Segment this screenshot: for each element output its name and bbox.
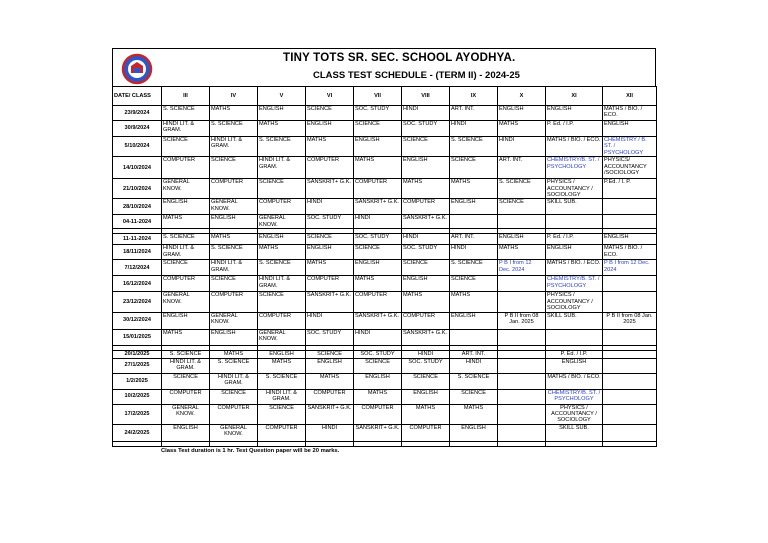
schedule-row	[113, 424, 657, 441]
date-cell: 24/2/2025	[113, 424, 162, 441]
class-header: III	[162, 87, 210, 106]
subject-cell: GENERAL KNOW.	[162, 179, 210, 199]
subject-cell	[498, 276, 546, 292]
subject-cell: SCIENCE	[162, 137, 210, 157]
subject-cell: ENGLISH	[402, 157, 450, 179]
subject-cell: SOC. STUDY	[402, 358, 450, 373]
subject-cell: P.Ed. / I. P.	[603, 179, 657, 199]
gap-cell	[306, 441, 354, 446]
subject-cell: COMPUTER	[306, 157, 354, 179]
schedule-row	[113, 292, 657, 312]
class-header: V	[258, 87, 306, 106]
subject-cell: S. SCIENCE	[450, 260, 498, 276]
schedule-row	[113, 358, 657, 373]
gap-cell	[450, 441, 498, 446]
schedule-row	[113, 312, 657, 329]
gap-cell	[546, 441, 603, 446]
subject-cell: SOC. STUDY	[402, 121, 450, 137]
date-cell: 10/2/2025	[113, 389, 162, 404]
class-header: VII	[354, 87, 402, 106]
schedule-row	[113, 373, 657, 389]
subject-cell: SANSKRIT+ G.K.	[402, 215, 450, 229]
subject-cell: MATHS	[258, 121, 306, 137]
subject-cell	[498, 373, 546, 389]
subject-cell: MATHS	[354, 389, 402, 404]
subject-cell: P. Ed. / I.P.	[546, 121, 603, 137]
subject-cell: S. SCIENCE	[210, 358, 258, 373]
class-header: VIII	[402, 87, 450, 106]
gap-cell	[354, 441, 402, 446]
subject-cell: MATHS	[402, 404, 450, 424]
subject-cell: MATHS	[450, 292, 498, 312]
schedule-row	[113, 121, 657, 137]
subject-cell: SCIENCE	[498, 199, 546, 215]
date-cell: 15/01/2025	[113, 329, 162, 345]
class-header: VI	[306, 87, 354, 106]
subject-cell: HINDI LIT. & GRAM.	[258, 157, 306, 179]
subject-cell: P B II from 08 Jan. 2025	[603, 312, 657, 329]
subject-cell: MATHS	[498, 121, 546, 137]
subject-cell: GENERAL KNOW.	[162, 404, 210, 424]
subject-cell: CHEMISTRY/B. ST. / PSYCHOLOGY	[546, 157, 603, 179]
schedule-row	[113, 276, 657, 292]
subject-cell: ART. INT.	[450, 350, 498, 358]
subject-cell: MATHS	[450, 179, 498, 199]
subject-cell: SANSKRIT+ G.K.	[306, 292, 354, 312]
subject-cell: HINDI LIT. & GRAM.	[210, 373, 258, 389]
subject-cell: SANSKRIT+ G.K.	[402, 329, 450, 345]
subject-cell	[603, 389, 657, 404]
schedule-row	[113, 215, 657, 229]
subject-cell: SCIENCE	[306, 106, 354, 121]
schedule-row	[113, 106, 657, 121]
subject-cell: GENERAL KNOW.	[258, 215, 306, 229]
subject-cell	[603, 350, 657, 358]
subject-cell	[498, 329, 546, 345]
date-cell: 7/12/2024	[113, 260, 162, 276]
subject-cell: CHEMISTRY/B. ST. / PSYCHOLOGY	[546, 389, 603, 404]
subject-cell: P. Ed. / I.P.	[546, 234, 603, 245]
date-cell: 11-11-2024	[113, 234, 162, 245]
subject-cell: ENGLISH	[603, 121, 657, 137]
date-cell: 16/12/2024	[113, 276, 162, 292]
subject-cell: SCIENCE	[402, 373, 450, 389]
subject-cell: HINDI LIT. & GRAM.	[162, 358, 210, 373]
schedule-row	[113, 245, 657, 260]
schedule-row	[113, 389, 657, 404]
subject-cell: HINDI	[450, 121, 498, 137]
subject-cell: HINDI LIT. & GRAM.	[258, 276, 306, 292]
subject-cell: MATHS	[354, 157, 402, 179]
subject-cell: ENGLISH	[258, 234, 306, 245]
date-cell: 28/10/2024	[113, 199, 162, 215]
subject-cell: GENERAL KNOW.	[210, 312, 258, 329]
subject-cell: ENGLISH	[450, 199, 498, 215]
schedule-row	[113, 260, 657, 276]
subject-cell: ENGLISH	[546, 245, 603, 260]
subject-cell: ENGLISH	[546, 358, 603, 373]
subject-cell: HINDI	[450, 358, 498, 373]
gap-cell	[113, 441, 162, 446]
subject-cell: CHEMISTRY / B. ST. / PSYCHOLOGY	[603, 137, 657, 157]
subject-cell: SANSKRIT+ G.K.	[306, 404, 354, 424]
school-logo-icon	[119, 53, 155, 85]
schedule-row	[113, 179, 657, 199]
subject-cell	[450, 329, 498, 345]
subject-cell: SKILL SUB.	[546, 312, 603, 329]
subject-cell: HINDI LIT. & GRAM.	[210, 137, 258, 157]
gap-cell	[498, 441, 546, 446]
subject-cell: S. SCIENCE	[210, 245, 258, 260]
subject-cell	[498, 404, 546, 424]
gap-cell	[162, 441, 210, 446]
subject-cell: S. SCIENCE	[258, 373, 306, 389]
schedule-row	[113, 199, 657, 215]
date-cell: 23/9/2024	[113, 106, 162, 121]
subject-cell	[603, 329, 657, 345]
subject-cell: MATHS	[258, 358, 306, 373]
subject-cell: S. SCIENCE	[258, 260, 306, 276]
subject-cell: HINDI	[306, 424, 354, 441]
date-cell: 30/12/2024	[113, 312, 162, 329]
subject-cell: GENERAL KNOW.	[258, 329, 306, 345]
subject-cell	[546, 215, 603, 229]
subject-cell: SANSKRIT+ G.K.	[354, 424, 402, 441]
subject-cell: COMPUTER	[402, 424, 450, 441]
subject-cell: HINDI LIT. & GRAM.	[210, 260, 258, 276]
schedule-row	[113, 350, 657, 358]
subject-cell: SCIENCE	[354, 245, 402, 260]
subject-cell: ART. INT.	[450, 106, 498, 121]
subject-cell: PHYSICS / ACCOUNTANCY / SOCIOLOGY	[546, 292, 603, 312]
block-gap	[113, 441, 657, 446]
subject-cell: MATHS / BIO. / ECO.	[546, 137, 603, 157]
subject-cell: MATHS	[258, 245, 306, 260]
subject-cell: GENERAL KNOW.	[210, 424, 258, 441]
subject-cell: COMPUTER	[258, 199, 306, 215]
subject-cell: MATHS	[354, 276, 402, 292]
subject-cell: SCIENCE	[210, 157, 258, 179]
subject-cell: ENGLISH	[450, 424, 498, 441]
subject-cell: P B II from 08 Jan. 2025	[498, 312, 546, 329]
class-header: XI	[546, 87, 603, 106]
date-cell: 14/10/2024	[113, 157, 162, 179]
subject-cell: SCIENCE	[402, 260, 450, 276]
subject-cell: COMPUTER	[354, 179, 402, 199]
subject-cell: SCIENCE	[450, 157, 498, 179]
subject-cell: HINDI	[306, 312, 354, 329]
subject-cell: ENGLISH	[306, 121, 354, 137]
subject-cell: ART. INT.	[498, 157, 546, 179]
subject-cell: SCIENCE	[210, 389, 258, 404]
subject-cell: COMPUTER	[210, 404, 258, 424]
subject-cell: MATHS	[162, 329, 210, 345]
subject-cell	[546, 329, 603, 345]
subject-cell: COMPUTER	[306, 389, 354, 404]
subject-cell: COMPUTER	[354, 292, 402, 312]
date-cell: 23/12/2024	[113, 292, 162, 312]
subject-cell: GENERAL KNOW.	[210, 199, 258, 215]
subject-cell: ENGLISH	[603, 234, 657, 245]
date-cell: 30/9/2024	[113, 121, 162, 137]
subject-cell: HINDI	[402, 350, 450, 358]
subject-cell: SANSKRIT+ G.K.	[306, 179, 354, 199]
date-cell: 5/10/2024	[113, 137, 162, 157]
subject-cell	[498, 215, 546, 229]
subject-cell: SCIENCE	[306, 350, 354, 358]
subject-cell: MATHS	[450, 404, 498, 424]
subject-cell: ENGLISH	[258, 106, 306, 121]
subject-cell: HINDI	[450, 245, 498, 260]
schedule-sheet	[112, 48, 656, 454]
schedule-table	[112, 86, 657, 447]
schedule-title: CLASS TEST SCHEDULE - (TERM II) - 2024-25	[313, 70, 520, 81]
subject-cell: P B I from 12 Dec. 2024	[498, 260, 546, 276]
subject-cell: MATHS	[162, 215, 210, 229]
subject-cell	[603, 404, 657, 424]
subject-cell: SCIENCE	[162, 260, 210, 276]
subject-cell: SOC. STUDY	[354, 234, 402, 245]
subject-cell: SOC. STUDY	[306, 215, 354, 229]
subject-cell: SCIENCE	[162, 373, 210, 389]
subject-cell: ENGLISH	[354, 373, 402, 389]
corner-label: DATE/ CLASS	[113, 87, 162, 106]
subject-cell: GENERAL KNOW.	[162, 292, 210, 312]
subject-cell: ENGLISH	[402, 389, 450, 404]
subject-cell	[498, 389, 546, 404]
class-header: XII	[603, 87, 657, 106]
subject-cell: ENGLISH	[354, 137, 402, 157]
subject-cell: ENGLISH	[450, 312, 498, 329]
schedule-row	[113, 234, 657, 245]
schedule-row	[113, 137, 657, 157]
subject-cell: COMPUTER	[210, 179, 258, 199]
subject-cell: MATHS	[498, 245, 546, 260]
schedule-row	[113, 157, 657, 179]
subject-cell	[498, 424, 546, 441]
subject-cell	[450, 215, 498, 229]
subject-cell: P. Ed. / I.P.	[546, 350, 603, 358]
subject-cell: MATHS / BIO. / ECO.	[603, 106, 657, 121]
subject-cell: MATHS / BIO. / ECO.	[546, 373, 603, 389]
subject-cell: MATHS	[210, 106, 258, 121]
date-cell: 18/11/2024	[113, 245, 162, 260]
subject-cell: ENGLISH	[306, 245, 354, 260]
school-name: TINY TOTS SR. SEC. SCHOOL AYODHYA.	[283, 52, 516, 64]
date-cell: 21/10/2024	[113, 179, 162, 199]
subject-cell: PHYSICS / ACCOUNTANCY / SOCIOLOGY	[546, 404, 603, 424]
subject-cell: S. SCIENCE	[162, 106, 210, 121]
subject-cell: SKILL SUB.	[546, 424, 603, 441]
gap-cell	[210, 441, 258, 446]
subject-cell: MATHS	[210, 234, 258, 245]
subject-cell: ENGLISH	[210, 215, 258, 229]
subject-cell: COMPUTER	[210, 292, 258, 312]
subject-cell: CHEMISTRY/B. ST. / PSYCHOLOGY	[546, 276, 603, 292]
class-header: X	[498, 87, 546, 106]
subject-cell: ART. INT.	[450, 234, 498, 245]
date-cell: 1/2/2025	[113, 373, 162, 389]
schedule-row	[113, 404, 657, 424]
subject-cell: MATHS	[306, 137, 354, 157]
subject-cell: HINDI	[402, 106, 450, 121]
subject-cell: S. SCIENCE	[498, 179, 546, 199]
date-cell: 04-11-2024	[113, 215, 162, 229]
subject-cell	[498, 292, 546, 312]
subject-cell: SCIENCE	[450, 389, 498, 404]
subject-cell: SCIENCE	[354, 121, 402, 137]
subject-cell: ENGLISH	[498, 106, 546, 121]
subject-cell	[603, 215, 657, 229]
subject-cell: COMPUTER	[162, 276, 210, 292]
subject-cell: COMPUTER	[258, 424, 306, 441]
subject-cell: MATHS	[402, 292, 450, 312]
subject-cell	[603, 358, 657, 373]
date-cell: 17/2/2025	[113, 404, 162, 424]
subject-cell: HINDI	[354, 329, 402, 345]
subject-cell: SCIENCE	[402, 137, 450, 157]
subject-cell: SOC. STUDY	[402, 245, 450, 260]
subject-cell: COMPUTER	[354, 404, 402, 424]
subject-cell: MATHS	[210, 350, 258, 358]
subject-cell: ENGLISH	[306, 358, 354, 373]
header-row	[113, 87, 657, 106]
subject-cell: S. SCIENCE	[450, 137, 498, 157]
class-header: IX	[450, 87, 498, 106]
subject-cell: MATHS	[306, 373, 354, 389]
subject-cell: SCIENCE	[450, 276, 498, 292]
subject-cell: ENGLISH	[258, 350, 306, 358]
subject-cell: ENGLISH	[162, 199, 210, 215]
subject-cell: COMPUTER	[402, 199, 450, 215]
subject-cell: SOC. STUDY	[354, 106, 402, 121]
subject-cell: HINDI	[354, 215, 402, 229]
subject-cell	[603, 292, 657, 312]
schedule-row	[113, 329, 657, 345]
subject-cell: ENGLISH	[498, 234, 546, 245]
class-header: IV	[210, 87, 258, 106]
subject-cell: SOC. STUDY	[354, 350, 402, 358]
subject-cell: ENGLISH	[402, 276, 450, 292]
subject-cell: P B I from 12 Dec. 2024	[603, 260, 657, 276]
subject-cell: SKILL SUB.	[546, 199, 603, 215]
subject-cell: HINDI	[402, 234, 450, 245]
subject-cell	[603, 276, 657, 292]
subject-cell: MATHS	[306, 260, 354, 276]
subject-cell: COMPUTER	[402, 312, 450, 329]
subject-cell: HINDI	[498, 137, 546, 157]
subject-cell: PHYSICS/ ACCOUNTANCY /SOCIOLOGY	[603, 157, 657, 179]
subject-cell: ENGLISH	[354, 260, 402, 276]
gap-cell	[258, 441, 306, 446]
subject-cell: MATHS / BIO. / ECO.	[603, 245, 657, 260]
subject-cell: MATHS / BIO. / ECO.	[546, 260, 603, 276]
subject-cell	[603, 199, 657, 215]
subject-cell: ENGLISH	[162, 312, 210, 329]
subject-cell	[498, 358, 546, 373]
subject-cell: SCIENCE	[258, 404, 306, 424]
subject-cell: SANSKRIT+ G.K.	[354, 199, 402, 215]
footer-note: Class Test duration is 1 hr. Test Question paper will be 20 marks.	[161, 447, 340, 454]
subject-cell: COMPUTER	[258, 312, 306, 329]
subject-cell: COMPUTER	[162, 389, 210, 404]
subject-cell: S. SCIENCE	[162, 350, 210, 358]
subject-cell: S. SCIENCE	[450, 373, 498, 389]
subject-cell: SCIENCE	[306, 234, 354, 245]
subject-cell: PHYSICS / ACCOUNTANCY / SOCIOLOGY	[546, 179, 603, 199]
subject-cell	[498, 350, 546, 358]
subject-cell: HINDI LIT. & GRAM.	[258, 389, 306, 404]
date-cell: 20/1/2025	[113, 350, 162, 358]
subject-cell: COMPUTER	[162, 157, 210, 179]
subject-cell	[603, 424, 657, 441]
gap-cell	[402, 441, 450, 446]
subject-cell: MATHS	[402, 179, 450, 199]
subject-cell: COMPUTER	[306, 276, 354, 292]
schedule-header	[112, 48, 656, 86]
subject-cell: ENGLISH	[546, 106, 603, 121]
subject-cell: SCIENCE	[258, 292, 306, 312]
subject-cell: HINDI	[306, 199, 354, 215]
subject-cell: SCIENCE	[354, 358, 402, 373]
subject-cell: S. SCIENCE	[162, 234, 210, 245]
subject-cell: SCIENCE	[258, 179, 306, 199]
gap-cell	[603, 441, 657, 446]
subject-cell: SOC. STUDY	[306, 329, 354, 345]
subject-cell: SANSKRIT+ G.K.	[354, 312, 402, 329]
date-cell: 27/1/2025	[113, 358, 162, 373]
subject-cell: ENGLISH	[162, 424, 210, 441]
subject-cell: S. SCIENCE	[210, 121, 258, 137]
subject-cell: ENGLISH	[210, 329, 258, 345]
subject-cell: S. SCIENCE	[258, 137, 306, 157]
subject-cell	[603, 373, 657, 389]
subject-cell: HINDI LIT. & GRAM.	[162, 121, 210, 137]
subject-cell: HINDI LIT. & GRAM.	[162, 245, 210, 260]
subject-cell: SCIENCE	[210, 276, 258, 292]
